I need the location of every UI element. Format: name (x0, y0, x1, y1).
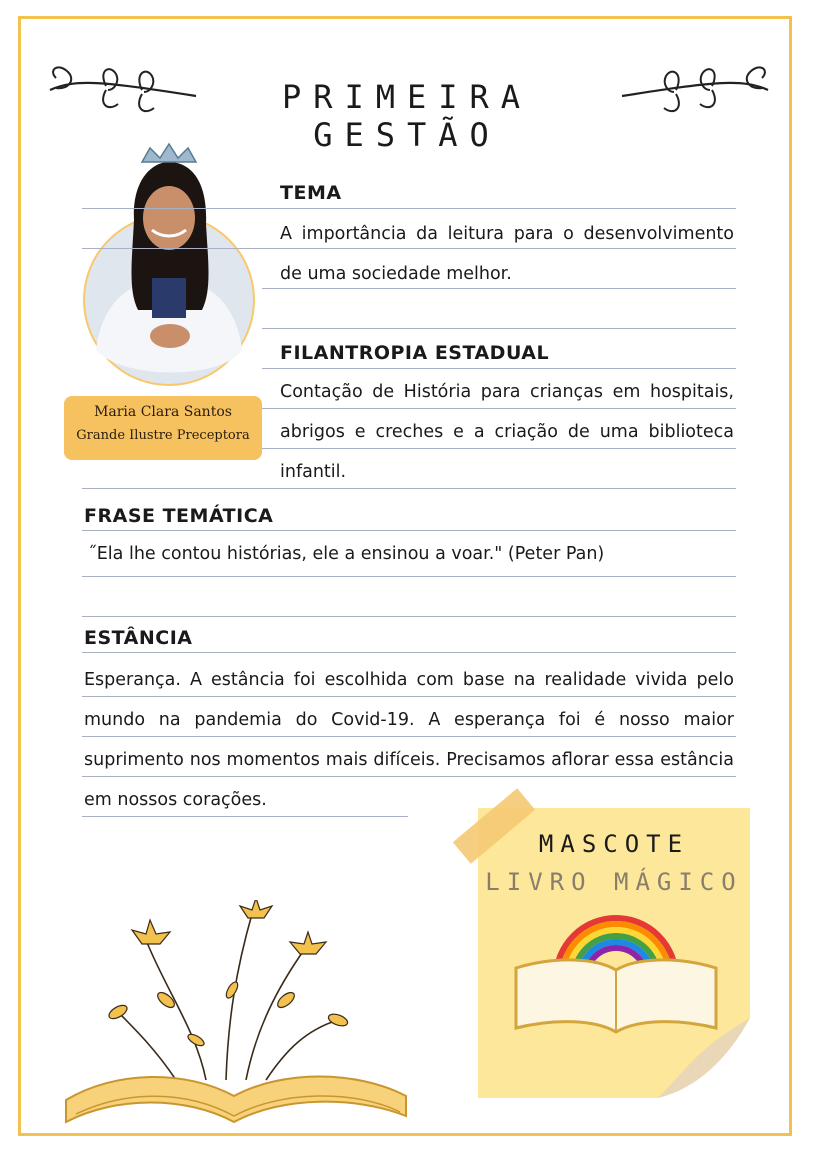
rule (262, 368, 736, 369)
left-flourish-ornament (46, 60, 206, 130)
flowers-book-illustration (56, 900, 416, 1130)
estancia-heading: ESTÂNCIA (84, 627, 193, 649)
filantropia-text: Contação de História para crianças em hospitais, abrigos e creches e a criação de uma biblioteca infantil. (280, 382, 734, 482)
frase-heading: FRASE TEMÁTICA (84, 505, 274, 527)
page-title: PRIMEIRA GESTÃO (281, 78, 533, 154)
tema-text: A importância da leitura para o desenvolvimento de uma sociedade melhor. (280, 224, 734, 284)
profile-name: Maria Clara Santos (94, 404, 232, 420)
mascot-card (478, 808, 750, 1098)
profile-portrait (72, 140, 266, 390)
rule (82, 616, 736, 617)
rule (82, 530, 736, 531)
filantropia-heading: FILANTROPIA ESTADUAL (280, 342, 550, 364)
rule (262, 328, 736, 329)
rule (82, 652, 736, 653)
profile-role: Grande Ilustre Preceptora (76, 428, 250, 443)
rule (82, 576, 736, 577)
estancia-text: Esperança. A estância foi escolhida com base na realidade vivida pelo mundo na pandemia do Covid-19. A esperança foi é nosso maior suprimento nos momentos mais difíceis. Precisamos aflorar essa estância em nossos corações. (84, 670, 734, 810)
right-flourish-ornament (612, 60, 772, 130)
frase-text: ˝Ela lhe contou histórias, ele a ensinou a voar." (Peter Pan) (88, 544, 605, 564)
rule (82, 208, 736, 209)
page-curl-icon (658, 1018, 750, 1098)
mascot-label: MASCOTE (538, 830, 690, 858)
tema-heading: TEMA (280, 182, 342, 204)
profile-name-box (64, 396, 262, 460)
mascot-name: LIVRO MÁGICO (485, 868, 743, 896)
